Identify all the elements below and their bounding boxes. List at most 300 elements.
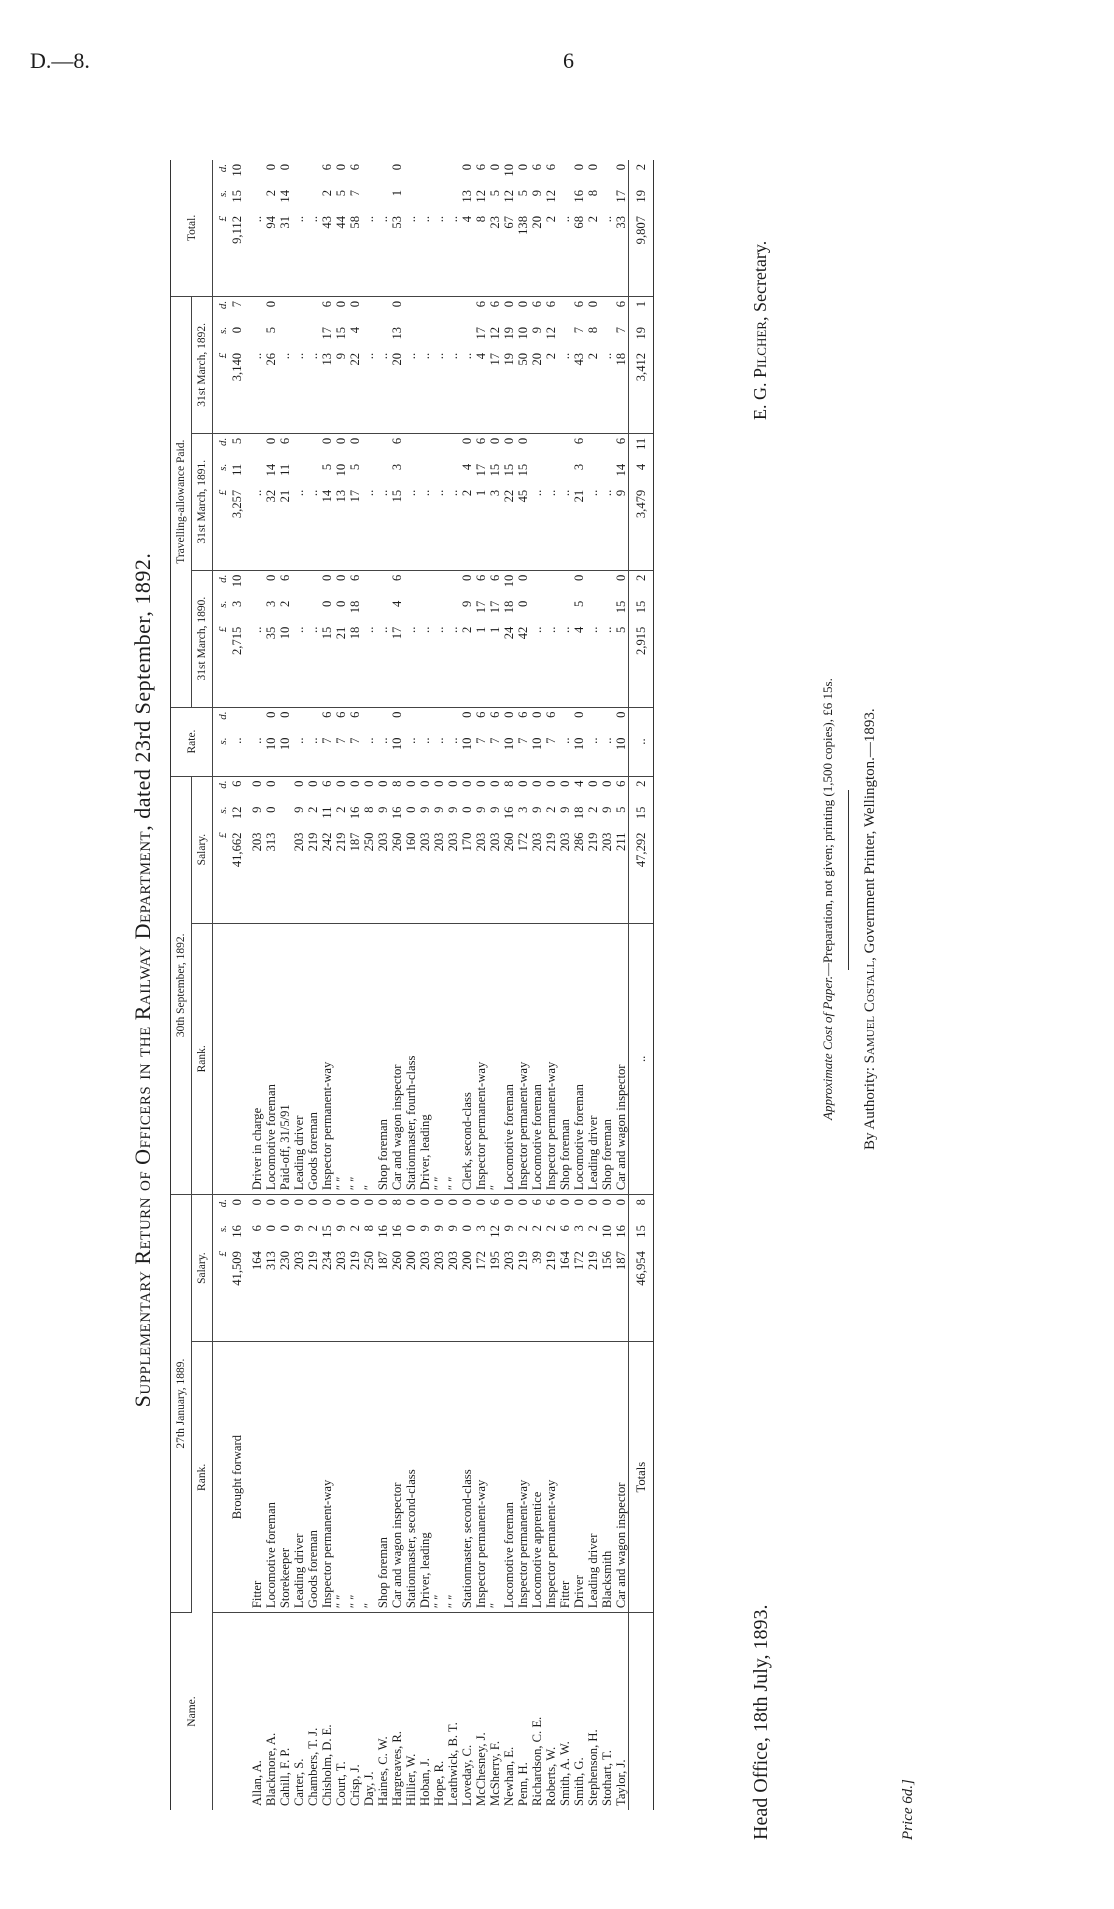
totals-travel-1891: 3,479411 [629, 433, 654, 570]
table-row [362, 160, 376, 1810]
salary-1889: 187160 [614, 1195, 629, 1342]
rate: .. [292, 707, 306, 776]
rate: 76 [320, 707, 334, 776]
table-row [502, 160, 516, 1810]
travel-1891: .. [376, 433, 390, 570]
totals-grand-total: 9,807192 [629, 160, 654, 296]
rate: 100 [390, 707, 404, 776]
travel-total: .. [244, 160, 264, 296]
salary-1889: 21920 [306, 1195, 320, 1342]
salary-1889: 17230 [474, 1195, 488, 1342]
units-cell: £s.d. [213, 1195, 231, 1342]
travel-total: 280 [586, 160, 600, 296]
rate: 100 [614, 707, 629, 776]
rotated-document [110, 120, 1070, 1840]
salary-1892: 21920 [544, 776, 558, 923]
travel-1891: 9146 [614, 433, 629, 570]
salary-1892: 260168 [502, 776, 516, 923]
salary-1892: 20390 [376, 776, 390, 923]
rank-1889: Leading driver [586, 1342, 600, 1613]
travel-total: .. [432, 160, 446, 296]
travel-total: .. [418, 160, 432, 296]
rank-1889: Inspector permanent-way [474, 1342, 488, 1613]
rate-header: Rate. [171, 707, 213, 776]
rate: 76 [488, 707, 502, 776]
table-row [586, 160, 600, 1810]
bf-salary-1889: 41,509160 [230, 1195, 244, 1342]
travel-1891: 2136 [572, 433, 586, 570]
salary-1889: 195126 [488, 1195, 502, 1342]
travel-1892: 280 [586, 296, 600, 433]
travel-1892: 13176 [320, 296, 334, 433]
salary-1889: 187160 [376, 1195, 390, 1342]
table-row [348, 160, 362, 1810]
officer-name: Hargreaves, R. [390, 1731, 404, 1806]
travel-1891: 1450 [320, 433, 334, 570]
rank-1889: ″ ″ [334, 1342, 348, 1613]
travel-1891: 1176 [474, 433, 488, 570]
name-header: Name. [171, 1613, 213, 1810]
units-cell: £s.d. [213, 776, 231, 923]
travel-1890: 241810 [502, 570, 516, 707]
rank-1889: Inspector permanent-way [544, 1342, 558, 1613]
rate: 100 [460, 707, 474, 776]
travel-1891: 1750 [348, 433, 362, 570]
travel-1891: 45150 [516, 433, 530, 570]
travel-total: 5876 [348, 160, 362, 296]
salary-1892: 17230 [516, 776, 530, 923]
salary-1892: 17000 [460, 776, 474, 923]
rank-1889: Goods foreman [306, 1342, 320, 1613]
travel-total: .. [306, 160, 320, 296]
officer-name: Crisp, J. [348, 1764, 362, 1806]
travel-1892: 19190 [502, 296, 516, 433]
travel-1891: .. [418, 433, 432, 570]
rank-1892: Inspector permanent-way [320, 923, 334, 1195]
table-row [334, 160, 348, 1810]
totals-rate: .. [629, 707, 654, 776]
rank-1892: Shop foreman [376, 923, 390, 1195]
table-row [432, 160, 446, 1810]
cost-label: Approximate Cost of Paper. [820, 976, 835, 1120]
officer-name: Stephenson, H. [586, 1729, 600, 1806]
travel-1892: .. [376, 296, 390, 433]
travel-1892: 2650 [264, 296, 278, 433]
salary-1889: 3926 [530, 1195, 544, 1342]
units-cell: £s.d. [213, 296, 231, 433]
rank-1892: Leading driver [586, 923, 600, 1195]
salary-1892: 21156 [614, 776, 629, 923]
travel-1892: 4376 [572, 296, 586, 433]
travel-1890: .. [404, 570, 418, 707]
travel-1890: 5150 [614, 570, 629, 707]
travel-total: 68160 [572, 160, 586, 296]
travel-1892: 17126 [488, 296, 502, 433]
officer-name: Roberts, W. [544, 1746, 558, 1806]
rate: 100 [278, 707, 292, 776]
units-cell: £s.d. [213, 433, 231, 570]
travel-1890: .. [586, 570, 600, 707]
rank-1889: Stationmaster, second-class [460, 1342, 474, 1613]
rate: .. [418, 707, 432, 776]
travel-total: 4130 [460, 160, 474, 296]
salary-1892: 21920 [334, 776, 348, 923]
salary-1889: 25080 [362, 1195, 376, 1342]
rank-1892: Locomotive foreman [572, 923, 586, 1195]
travel-total: .. [558, 160, 572, 296]
totals-travel-1892: 3,412191 [629, 296, 654, 433]
rank-1892: Inspector permanent-way [516, 923, 530, 1195]
salary-1889: 21920 [348, 1195, 362, 1342]
travel-1891: .. [558, 433, 572, 570]
salary-1889: 260168 [390, 1195, 404, 1342]
travel-total: 9420 [264, 160, 278, 296]
travel-1890: .. [558, 570, 572, 707]
travel-1891: .. [432, 433, 446, 570]
travel-1890: 1026 [278, 570, 292, 707]
salary-1892: 16000 [404, 776, 418, 923]
travel-1892-header: 31st March, 1892. [192, 296, 213, 433]
rate: .. [404, 707, 418, 776]
travel-1892: 9150 [334, 296, 348, 433]
travel-1890: .. [446, 570, 460, 707]
travel-1892: .. [244, 296, 264, 433]
rank-1892: Leading driver [292, 923, 306, 1195]
price-note: Price 6d.] [900, 1779, 916, 1840]
rate: 76 [334, 707, 348, 776]
secretary-title: , Secretary. [750, 240, 770, 322]
totals-travel-1890: 2,915152 [629, 570, 654, 707]
rank-1892: Inspector permanent-way [544, 923, 558, 1195]
rank-1892: Shop foreman [558, 923, 572, 1195]
rate: .. [306, 707, 320, 776]
salary-1889: 20000 [404, 1195, 418, 1342]
travel-total: 4450 [334, 160, 348, 296]
rank-1889: Driver [572, 1342, 586, 1613]
officer-name: Blackmore, A. [264, 1732, 278, 1806]
totals-row [629, 160, 654, 1810]
bf-travel-1890: 2,715310 [230, 570, 244, 707]
travel-1892: .. [404, 296, 418, 433]
rank-1892: Stationmaster, fourth-class [404, 923, 418, 1195]
units-row [213, 160, 231, 1810]
officer-name: Chisholm, D. E. [320, 1724, 334, 1806]
travel-1890: 3530 [264, 570, 278, 707]
table-row [418, 160, 432, 1810]
rate: 76 [348, 707, 362, 776]
title-part-3: , dated 23rd September, 1892. [130, 552, 155, 831]
rank-1892: Car and wagon inspector [390, 923, 404, 1195]
travel-total: .. [600, 160, 614, 296]
salary-1889: 20390 [446, 1195, 460, 1342]
table-row [460, 160, 474, 1810]
travel-1891: 22150 [502, 433, 516, 570]
travel-1891: .. [292, 433, 306, 570]
salary-1892: 21920 [586, 776, 600, 923]
travel-1892: 2240 [348, 296, 362, 433]
rate: 76 [544, 707, 558, 776]
travel-1891: 32140 [264, 433, 278, 570]
salary-1892: 20390 [418, 776, 432, 923]
rank-1892: ″ ″ [334, 923, 348, 1195]
table-row [376, 160, 390, 1810]
rank-1892: Goods foreman [306, 923, 320, 1195]
salary-1892: 31300 [264, 776, 278, 923]
travel-total: 4326 [320, 160, 334, 296]
travel-total: 2096 [530, 160, 544, 296]
travel-total: 13850 [516, 160, 530, 296]
officer-name: Hope, R. [432, 1760, 446, 1806]
rate: .. [244, 707, 264, 776]
officer-name: Court, T. [334, 1761, 348, 1806]
officer-name: McSherry, F. [488, 1741, 502, 1806]
salary-1892: 242116 [320, 776, 334, 923]
travel-1890: .. [376, 570, 390, 707]
rate: .. [432, 707, 446, 776]
travel-total: 5310 [390, 160, 404, 296]
rate: 76 [516, 707, 530, 776]
rank-1889: ″ ″ [432, 1342, 446, 1613]
salary-1892: 20390 [558, 776, 572, 923]
salary-1889-header: Salary. [192, 1195, 213, 1342]
salary-1889: 20390 [334, 1195, 348, 1342]
salary-1889: 20390 [432, 1195, 446, 1342]
bf-salary-1892: 41,662126 [230, 776, 244, 923]
travel-1892: .. [460, 296, 474, 433]
travel-total: .. [446, 160, 460, 296]
head-office-date: Head Office, 18th July, 1893. [750, 1604, 772, 1840]
travel-1892: 20130 [390, 296, 404, 433]
salary-1892: 20390 [474, 776, 488, 923]
bf-travel-1891: 3,257115 [230, 433, 244, 570]
travel-1892: .. [362, 296, 376, 433]
travel-1890: .. [244, 570, 264, 707]
officer-name: McChesney, J. [474, 1732, 488, 1806]
travel-1891: .. [586, 433, 600, 570]
brought-forward-row [230, 160, 244, 1810]
page-number: 6 [563, 48, 574, 73]
travel-1892: 4176 [474, 296, 488, 433]
cost-detail: —Preparation, not given; printing (1,500 copies), £6 15s. [820, 678, 835, 977]
travel-1891: .. [530, 433, 544, 570]
rank-1892: Shop foreman [600, 923, 614, 1195]
jan-1889-header: 27th January, 1889. [171, 1195, 192, 1613]
officer-name: Carter, S. [292, 1758, 306, 1806]
rank-1889: ″ ″ [446, 1342, 460, 1613]
bf-travel-1892: 3,14007 [230, 296, 244, 433]
printer-name: Samuel Costall [862, 960, 878, 1064]
secretary-signature [750, 241, 771, 420]
salary-1892 [278, 776, 292, 923]
travel-1891: .. [306, 433, 320, 570]
rank-1889: Inspector permanent-way [516, 1342, 530, 1613]
rank-1889: Fitter [558, 1342, 572, 1613]
salary-1889: 20390 [292, 1195, 306, 1342]
travel-total: 33170 [614, 160, 629, 296]
bf-rate: .. [230, 707, 244, 776]
travel-1891: .. [446, 433, 460, 570]
travel-total: .. [292, 160, 306, 296]
table-row [572, 160, 586, 1810]
travel-1890-header: 31st March, 1890. [192, 570, 213, 707]
table-row [292, 160, 306, 1810]
secretary-name: E. G. Pilcher [750, 321, 770, 420]
totals-salary-1892: 47,292152 [629, 776, 654, 923]
officer-name: Newhan, E. [502, 1746, 516, 1806]
title-department: Railway Department [130, 830, 155, 1021]
travel-1890: .. [362, 570, 376, 707]
salary-1892-header: Salary. [192, 776, 213, 923]
rank-1892: Driver in charge [244, 923, 264, 1195]
rank-1892: ″ ″ [446, 923, 460, 1195]
rate: .. [376, 707, 390, 776]
travel-1890: .. [530, 570, 544, 707]
travel-1890: 1176 [488, 570, 502, 707]
totals-salary-1889: 46,954158 [629, 1195, 654, 1342]
units-cell: s.d. [213, 707, 231, 776]
totals-label: Totals [629, 1342, 654, 1613]
salary-1889: 20000 [460, 1195, 474, 1342]
officer-name: Hillier, W. [404, 1753, 418, 1806]
rank-1892: ″ [362, 923, 376, 1195]
officer-name: Day, J. [362, 1771, 376, 1806]
officers-return-table [170, 160, 654, 1810]
travel-1892: .. [432, 296, 446, 433]
table-row [278, 160, 292, 1810]
salary-1892: 20390 [600, 776, 614, 923]
sep-1892-header: 30th September, 1892. [171, 776, 192, 1195]
rank-1892: Locomotive foreman [502, 923, 516, 1195]
travel-1890: 290 [460, 570, 474, 707]
rank-1889: Inspector permanent-way [320, 1342, 334, 1613]
officer-name: Loveday, C. [460, 1744, 474, 1806]
table-row [516, 160, 530, 1810]
travel-1891: .. [244, 433, 264, 570]
rank-1892: Clerk, second-class [460, 923, 474, 1195]
travel-1892: .. [418, 296, 432, 433]
rate: 76 [474, 707, 488, 776]
rank-1889: ″ [362, 1342, 376, 1613]
rank-1892: Car and wagon inspector [614, 923, 629, 1195]
salary-1889: 234150 [320, 1195, 334, 1342]
rank-1889: Car and wagon inspector [614, 1342, 629, 1613]
table-row [488, 160, 502, 1810]
table-row [404, 160, 418, 1810]
rank-1889-header: Rank. [192, 1342, 213, 1613]
table-row [446, 160, 460, 1810]
officer-name: Smith, G. [572, 1757, 586, 1806]
salary-1892: 20390 [488, 776, 502, 923]
rank-1889: Locomotive foreman [264, 1342, 278, 1613]
brought-forward-label: Brought forward [230, 1342, 244, 1613]
travel-total: 8126 [474, 160, 488, 296]
salary-1892: 20390 [432, 776, 446, 923]
rank-1892: ″ ″ [348, 923, 362, 1195]
travel-1892: 1876 [614, 296, 629, 433]
officer-name: Taylor, J. [614, 1759, 628, 1806]
travel-1892: 2096 [530, 296, 544, 433]
travel-1891: .. [362, 433, 376, 570]
salary-1892: 20390 [292, 776, 306, 923]
table-row [544, 160, 558, 1810]
page-code: D.—8. [30, 48, 90, 73]
salary-1889: 20390 [418, 1195, 432, 1342]
travel-1890: 450 [572, 570, 586, 707]
officer-name: Richardson, C. E. [530, 1716, 544, 1806]
salary-1892: 260168 [390, 776, 404, 923]
table-row [600, 160, 614, 1810]
salary-1892: 187160 [348, 776, 362, 923]
travel-1891: 3150 [488, 433, 502, 570]
rank-1889: Blacksmith [600, 1342, 614, 1613]
salary-1889: 31300 [264, 1195, 278, 1342]
travel-1890: .. [418, 570, 432, 707]
salary-1892: 20390 [530, 776, 544, 923]
table-row [530, 160, 544, 1810]
salary-1892: 286184 [572, 776, 586, 923]
authority-prefix: By Authority: [862, 1063, 878, 1150]
table-row [558, 160, 572, 1810]
rate: .. [558, 707, 572, 776]
table-row [244, 160, 264, 1810]
rank-1892: Locomotive foreman [264, 923, 278, 1195]
travel-1892: 2126 [544, 296, 558, 433]
rank-1889: ″ ″ [348, 1342, 362, 1613]
officer-name: Haines, C. W. [376, 1736, 390, 1806]
travel-1890: .. [600, 570, 614, 707]
title-part-1: Supplementary Return of Officers in the [130, 1020, 155, 1408]
travel-total: 31140 [278, 160, 292, 296]
travel-1891: 1536 [390, 433, 404, 570]
travel-1891: .. [544, 433, 558, 570]
salary-1892: 21920 [306, 776, 320, 923]
bf-total: 9,1121510 [230, 160, 244, 296]
rate: .. [600, 707, 614, 776]
travel-1890: 1746 [390, 570, 404, 707]
travel-1890: 1500 [320, 570, 334, 707]
units-cell: £s.d. [213, 570, 231, 707]
travel-1892: .. [446, 296, 460, 433]
table-row [474, 160, 488, 1810]
officer-name: Cahill, F. P. [278, 1747, 292, 1806]
rank-1889: Driver, leading [418, 1342, 432, 1613]
travel-total: .. [362, 160, 376, 296]
travel-1892: .. [306, 296, 320, 433]
rank-1889: Shop foreman [376, 1342, 390, 1613]
travel-1890: .. [306, 570, 320, 707]
rate: .. [586, 707, 600, 776]
rank-1889: Stationmaster, second-class [404, 1342, 418, 1613]
rank-1892: Inspector permanent-way [474, 923, 488, 1195]
salary-1889: 21920 [516, 1195, 530, 1342]
officer-name: Allan, A. [250, 1760, 264, 1806]
officer-name: Hoban, J. [418, 1758, 432, 1806]
rank-1892-header: Rank. [192, 923, 213, 1195]
salary-1889: 23000 [278, 1195, 292, 1342]
rank-1892: ″ [488, 923, 502, 1195]
travel-1892: 50100 [516, 296, 530, 433]
paper-cost-note [820, 678, 836, 1120]
rank-1889: ″ [488, 1342, 502, 1613]
travel-1891: 13100 [334, 433, 348, 570]
total-header: Total. [171, 160, 213, 296]
travel-total: 2126 [544, 160, 558, 296]
table-row [390, 160, 404, 1810]
travel-1892: .. [558, 296, 572, 433]
rate: 100 [502, 707, 516, 776]
travel-1891: .. [600, 433, 614, 570]
rank-1889: Leading driver [292, 1342, 306, 1613]
